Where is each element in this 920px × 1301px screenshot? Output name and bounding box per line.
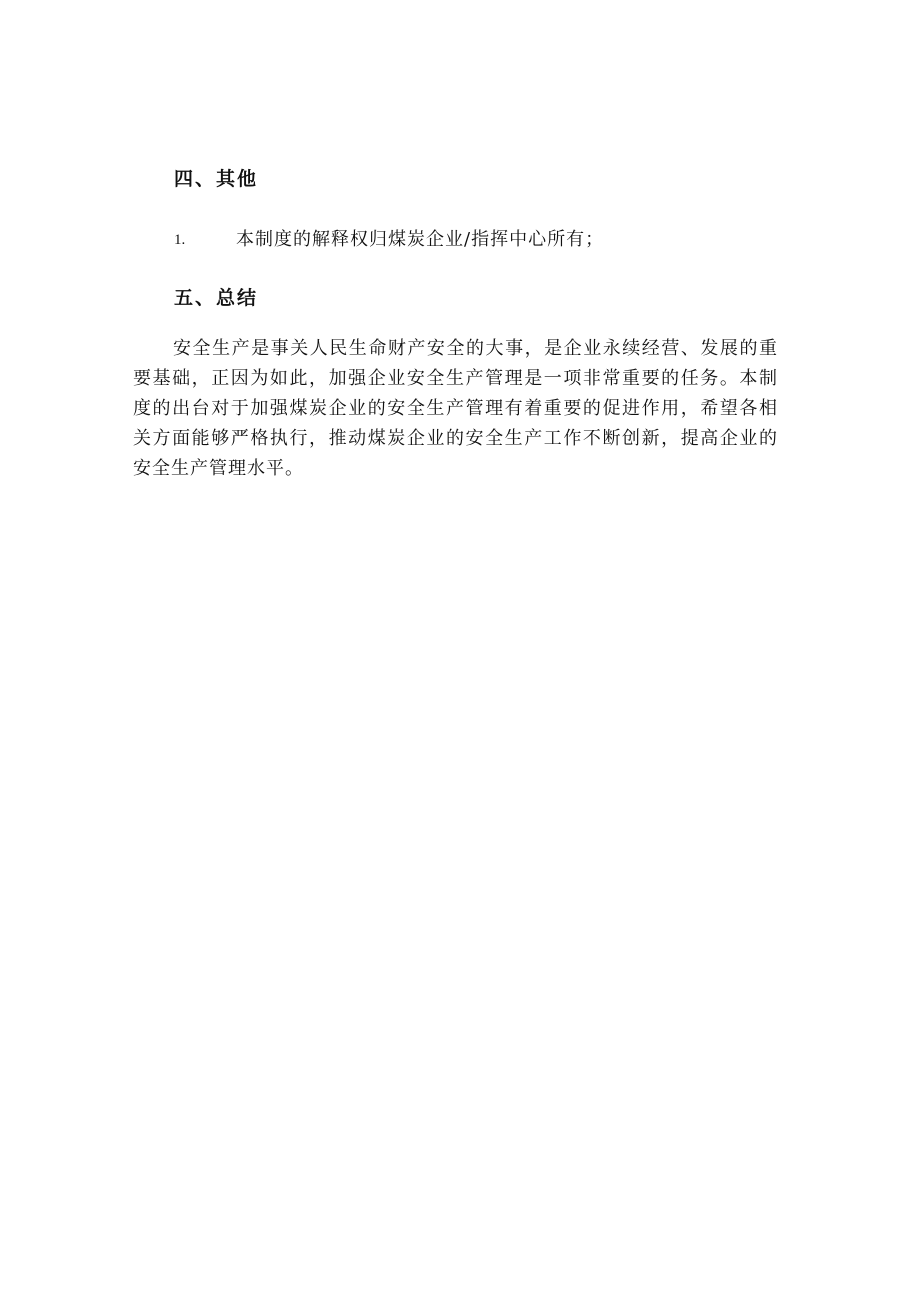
summary-paragraph: 安全生产是事关人民生命财产安全的大事，是企业永续经营、发展的重要基础，正因为如此，加强企业安全生产管理是一项非常重要的任务。本制度的出台对于加强煤炭企业的安全生产管理有着重要的促进作用，希望各相关方面能够严格执行，推动煤炭企业的安全生产工作不断创新，提高企业的安全生产管理水平。: [133, 338, 778, 479]
list-item-text: 本制度的解释权归煤炭企业/指挥中心所有；: [236, 229, 605, 250]
section-heading-other: 四、其他: [174, 168, 259, 190]
section-heading-summary: 五、总结: [174, 287, 259, 309]
list-item-number: 1.: [174, 232, 186, 248]
